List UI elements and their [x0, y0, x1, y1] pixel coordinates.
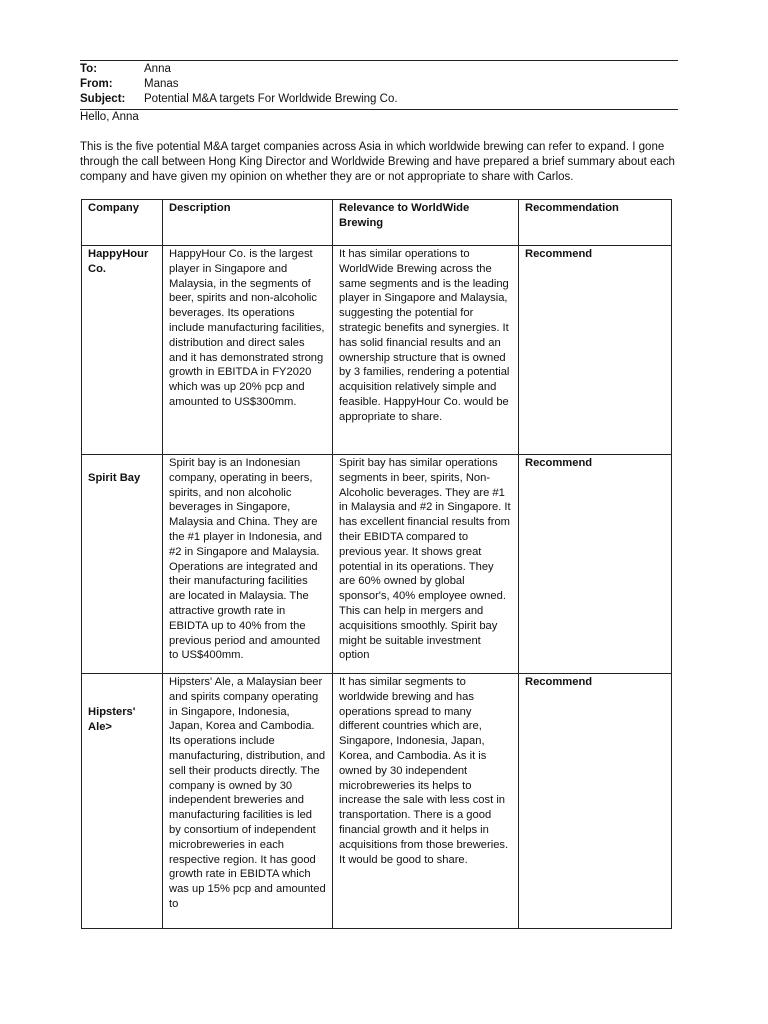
memo-subject-value: Potential M&A targets For Worldwide Brewing Co.: [144, 93, 398, 105]
company-cell: [82, 246, 163, 455]
table-row: [82, 455, 672, 674]
targets-table: [81, 199, 672, 929]
header-description: Description: [163, 200, 333, 246]
relevance-cell: Spirit bay has similar operations segments in beer, spirits, Non-Alcoholic beverages. They are #1 in Malaysia and #2 in Singapore. It has excellent financial results from their EBIDTA compared to previous year. It shows great potential in its operations. They are 60% owned by global sponsor's, 40% employee owned. This can help in mergers and acquisitions smoothly. Spirit bay might be suitable investment option: [333, 455, 519, 674]
company-cell: [82, 455, 163, 674]
description-cell: Spirit bay is an Indonesian company, operating in beers, spirits, and non alcoholic beverages in Singapore, Malaysia and China. They are the #1 player in Indonesia, and #2 in Singapore and Malaysia. Operations are integrated and their manufacturing facilities are located in Malaysia. The attractive growth rate in EBIDTA up to 40% from the previous period and amounted to US$400mm.: [163, 455, 333, 674]
relevance-cell: It has similar segments to worldwide brewing and has operations spread to many different countries which are, Singapore, Indonesia, Japan, Korea, and Cambodia. As it is owned by 30 independent microbreweries its helps to increase the sale with less cost in transportation. There is a good financial growth and it helps in acquisitions from those breweries. It would be good to share.: [333, 674, 519, 929]
company-name: Hipsters' Ale>: [88, 706, 136, 733]
company-name: HappyHour Co.: [88, 248, 149, 275]
description-cell: HappyHour Co. is the largest player in Singapore and Malaysia, in the segments of beer, spirits and non-alcoholic beverages. Its operations include manufacturing facilities, distribution and direct sales and it has demonstrated strong growth in EBITDA in FY2020 which was up 20% pcp and amounted to US$300mm.: [163, 246, 333, 455]
header-relevance: Relevance to WorldWide Brewing: [333, 200, 519, 246]
memo-subject-label: Subject:: [80, 93, 126, 105]
greeting: Hello, Anna: [80, 111, 139, 123]
header-company: Company: [82, 200, 163, 246]
table-row: [82, 674, 672, 929]
recommendation-cell: [519, 455, 672, 674]
company-cell: [82, 674, 163, 929]
memo-from-value: Manas: [144, 78, 179, 90]
memo-to-row: [80, 62, 678, 77]
company-name: Spirit Bay: [88, 472, 141, 484]
recommendation-value: Recommend: [525, 457, 593, 469]
memo-to-label: To:: [80, 63, 98, 75]
recommendation-cell: [519, 674, 672, 929]
memo-from-row: [80, 77, 678, 92]
memo-to-value: Anna: [144, 63, 171, 75]
header-recommendation: Recommendation: [519, 200, 672, 246]
table-row: [82, 246, 672, 455]
recommendation-value: Recommend: [525, 676, 593, 688]
intro-paragraph: This is the five potential M&A target companies across Asia in which worldwide brewing can refer to expand. I gone through the call between Hong King Director and Worldwide Brewing and have prepared a brief summary about each company and have given my opinion on whether they are or not appropriate to share with Carlos.: [80, 141, 675, 183]
description-cell: Hipsters' Ale, a Malaysian beer and spirits company operating in Singapore, Indonesia, Japan, Korea and Cambodia. Its operations include manufacturing, distribution, and sell their products directly. The company is owned by 30 independent breweries and manufacturing facilities is led by consortium of independent microbreweries in each respective region. It has good growth rate in EBIDTA which was up 15% pcp and amounted to: [163, 674, 333, 929]
memo-from-label: From:: [80, 78, 113, 90]
recommendation-cell: [519, 246, 672, 455]
relevance-cell: It has similar operations to WorldWide Brewing across the same segments and is the leading player in Singapore and Malaysia, suggesting the potential for strategic benefits and synergies. It has solid financial results and an ownership structure that is owned by 3 families, rendering a potential acquisition relatively simple and feasible. HappyHour Co. would be appropriate to share.: [333, 246, 519, 455]
recommendation-value: Recommend: [525, 248, 593, 260]
table-header-row: [82, 200, 672, 246]
memo-header: [80, 60, 678, 110]
memo-subject-row: [80, 92, 678, 107]
